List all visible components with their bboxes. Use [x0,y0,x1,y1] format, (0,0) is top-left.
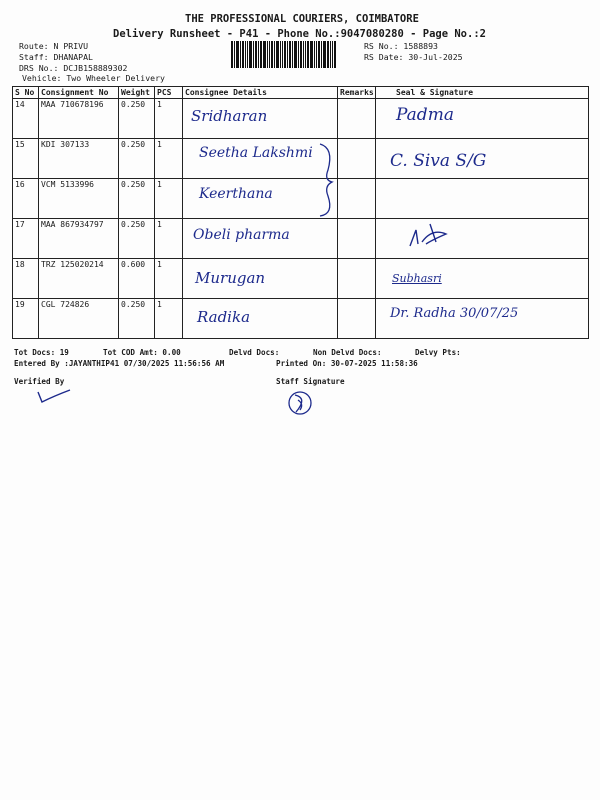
cell-sno: 15 [13,139,39,179]
handwritten-consignee: Keerthana [199,186,273,202]
cell-consignee [183,179,338,219]
col-header-consignment: Consignment No [39,87,119,99]
cell-sno: 16 [13,179,39,219]
cell-remarks [338,179,376,219]
cell-pcs: 1 [155,99,183,139]
cell-signature [376,139,589,179]
col-header-weight: Weight [119,87,155,99]
verified-mark [34,386,74,406]
col-header-seal: Seal & Signature [376,87,589,99]
cell-weight: 0.250 [119,179,155,219]
cell-consignee [183,139,338,179]
cell-signature [376,259,589,299]
table-row [13,299,589,339]
cell-sno: 17 [13,219,39,259]
cell-weight: 0.250 [119,99,155,139]
entered-by-text: Entered By :JAYANTHIP41 07/30/2025 11:56:56 AM [14,359,225,368]
handwritten-consignee: Murugan [195,269,266,287]
route-text: Route: N PRIVU [19,41,89,51]
table-row [13,139,589,179]
cell-pcs: 1 [155,259,183,299]
cell-remarks [338,99,376,139]
handwritten-signature: Subhasri [392,272,442,285]
cell-sno: 18 [13,259,39,299]
cell-consignment: CGL 724826 [39,299,119,339]
handwritten-consignee: Obeli pharma [193,227,290,243]
cell-consignee [183,259,338,299]
cell-signature [376,179,589,219]
rs-date-text: RS Date: 30-Jul-2025 [364,52,463,62]
barcode-image [231,41,358,68]
cell-consignment: KDI 307133 [39,139,119,179]
col-header-pcs: PCS [155,87,183,99]
cell-signature [376,299,589,339]
handwritten-signature: Padma [396,105,454,125]
cell-consignment: VCM 5133996 [39,179,119,219]
col-header-remarks: Remarks [338,87,376,99]
total-cod-text: Tot COD Amt: 0.00 [103,348,181,357]
cell-consignment: MAA 867934797 [39,219,119,259]
cell-consignee [183,299,338,339]
cell-signature [376,219,589,259]
runsheet-subtitle: Delivery Runsheet - P41 - Phone No.:9047080280 - Page No.:2 [113,28,486,40]
table-header-row [13,87,589,99]
vehicle-text: Vehicle: Two Wheeler Delivery [22,73,165,83]
table-row [13,179,589,219]
cell-pcs: 1 [155,179,183,219]
total-docs-text: Tot Docs: 19 [14,348,69,357]
cell-remarks [338,259,376,299]
cell-consignment: MAA 710678196 [39,99,119,139]
verified-by-label: Verified By [14,377,65,386]
bracket-mark [318,140,338,220]
delivered-docs-text: Delvd Docs: [229,348,280,357]
handwritten-signature: Dr. Radha 30/07/25 [390,306,519,321]
cell-remarks [338,139,376,179]
cell-weight: 0.250 [119,139,155,179]
handwritten-consignee: Sridharan [191,107,268,125]
handwritten-consignee: Seetha Lakshmi [199,145,313,161]
staff-text: Staff: DHANAPAL [19,52,93,62]
cell-pcs: 1 [155,219,183,259]
runsheet-table [12,86,589,339]
cell-signature [376,99,589,139]
cell-weight: 0.250 [119,219,155,259]
delivery-points-text: Delvy Pts: [415,348,461,357]
cell-sno: 14 [13,99,39,139]
table-row [13,259,589,299]
col-header-consignee: Consignee Details [183,87,338,99]
cell-consignment: TRZ 125020214 [39,259,119,299]
printed-on-text: Printed On: 30-07-2025 11:58:36 [276,359,418,368]
company-title: THE PROFESSIONAL COURIERS, COIMBATORE [185,13,419,25]
cell-weight: 0.600 [119,259,155,299]
cell-sno: 19 [13,299,39,339]
cell-remarks [338,299,376,339]
rs-number-text: RS No.: 1588893 [364,41,438,51]
cell-weight: 0.250 [119,299,155,339]
cell-pcs: 1 [155,299,183,339]
non-delivered-docs-text: Non Delvd Docs: [313,348,382,357]
drs-number-text: DRS No.: DCJB158889302 [19,63,128,73]
cell-consignee [183,99,338,139]
handwritten-consignee: Radika [197,308,251,326]
cell-consignee [183,219,338,259]
col-header-sno: S No [13,87,39,99]
cell-pcs: 1 [155,139,183,179]
table-row [13,99,589,139]
handwritten-signature: C. Siva S/G [390,151,487,171]
table-row [13,219,589,259]
staff-signature-mark [284,386,318,420]
staff-signature-label: Staff Signature [276,377,345,386]
cell-remarks [338,219,376,259]
scribbled-signature [402,220,482,252]
